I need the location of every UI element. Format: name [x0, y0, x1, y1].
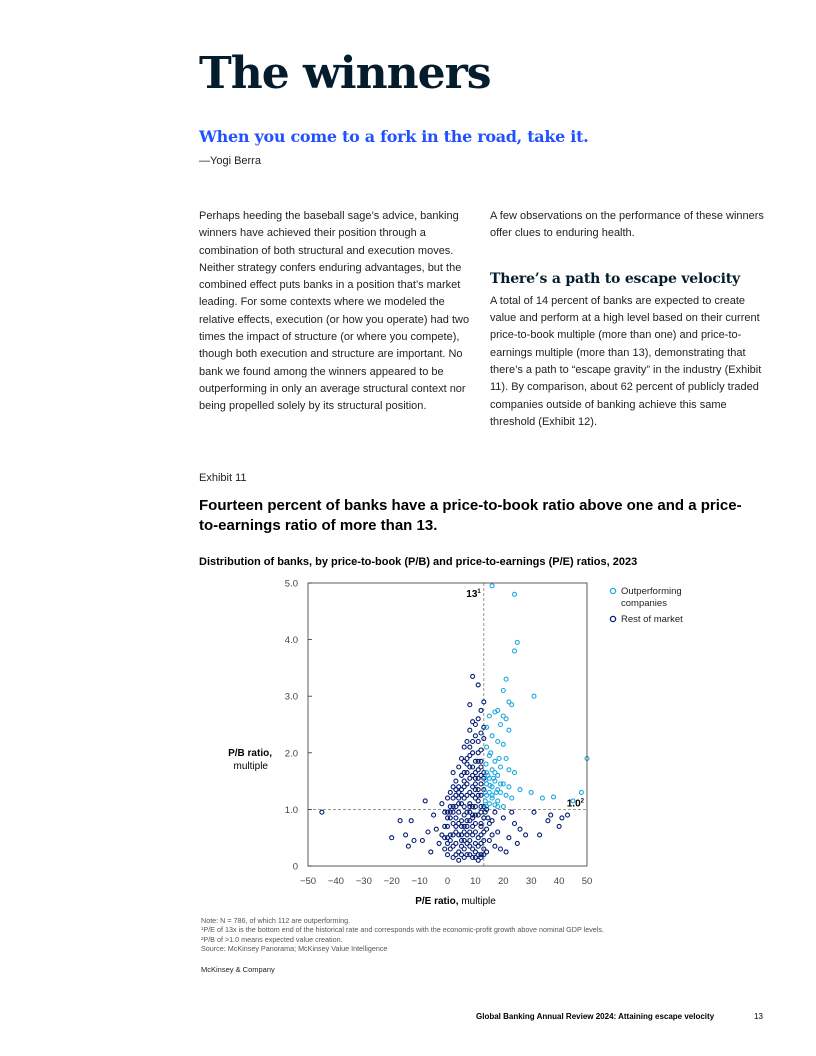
point-rest	[457, 802, 461, 806]
source-line: Source: McKinsey Panorama; McKinsey Value Intelligence	[201, 943, 388, 953]
x-axis-label-bold: P/E ratio,	[415, 896, 459, 907]
point-rest	[479, 765, 483, 769]
point-rest	[549, 813, 553, 817]
x-tick-label: 30	[525, 876, 537, 887]
point-outperforming	[504, 793, 508, 797]
point-rest	[476, 793, 480, 797]
point-outperforming	[484, 762, 488, 766]
page-title: The winners	[199, 48, 491, 99]
point-outperforming	[485, 725, 489, 729]
point-outperforming	[515, 640, 519, 644]
point-outperforming	[499, 765, 503, 769]
point-rest	[507, 836, 511, 840]
point-outperforming	[487, 714, 491, 718]
legend-marker-rest	[610, 616, 615, 621]
point-rest	[460, 757, 464, 761]
page-number: 13	[754, 1012, 763, 1021]
point-rest	[460, 773, 464, 777]
point-rest	[451, 856, 455, 860]
point-outperforming	[518, 788, 522, 792]
x-tick-label: 10	[470, 876, 481, 887]
point-outperforming	[493, 759, 497, 763]
point-rest	[473, 759, 477, 763]
point-rest	[440, 802, 444, 806]
point-rest	[471, 847, 475, 851]
reference-y-label: $1.0^2$	[566, 798, 584, 810]
point-outperforming	[490, 734, 494, 738]
point-outperforming	[532, 694, 536, 698]
body-paragraph: A few observations on the performance of these winners offer clues to enduring health.	[490, 210, 764, 240]
plot-frame	[308, 583, 587, 866]
point-rest	[454, 816, 458, 820]
point-rest	[446, 841, 450, 845]
point-outperforming	[501, 742, 505, 746]
point-rest	[485, 827, 489, 831]
point-rest	[468, 776, 472, 780]
point-rest	[486, 816, 490, 820]
point-rest	[409, 819, 413, 823]
point-rest	[476, 740, 480, 744]
point-outperforming	[499, 782, 503, 786]
point-rest	[518, 827, 522, 831]
y-tick-label: 2.0	[284, 748, 298, 760]
point-rest	[493, 810, 497, 814]
point-rest	[479, 833, 483, 837]
point-rest	[493, 844, 497, 848]
exhibit-label: Exhibit 11	[199, 472, 247, 484]
point-rest	[471, 674, 475, 678]
point-rest	[473, 734, 477, 738]
point-rest	[524, 833, 528, 837]
point-rest	[462, 745, 466, 749]
point-rest	[460, 824, 464, 828]
point-rest	[404, 833, 408, 837]
point-rest	[501, 816, 505, 820]
point-rest	[476, 844, 480, 848]
point-rest	[443, 847, 447, 851]
x-tick-label: −20	[383, 876, 400, 887]
x-axis-label	[415, 896, 496, 907]
point-rest	[504, 850, 508, 854]
point-outperforming	[497, 757, 501, 761]
point-rest	[446, 796, 450, 800]
x-tick-label: −30	[355, 876, 372, 887]
point-outperforming	[499, 790, 503, 794]
point-rest	[476, 717, 480, 721]
point-rest	[446, 816, 450, 820]
note-line: Note: N = 786, of which 112 are outperforming.	[201, 916, 351, 925]
point-rest	[473, 723, 477, 727]
point-outperforming	[507, 785, 511, 789]
data-points	[320, 584, 589, 863]
chart-subtitle: Distribution of banks, by price-to-book (P/B) and price-to-earnings (P/E) ratios, 2023	[199, 556, 638, 568]
point-rest	[443, 836, 447, 840]
point-rest	[320, 810, 324, 814]
exhibit-title: Fourteen percent of banks have a price-to-book ratio above one and a price-to-earnings ratio of more than 13.	[199, 497, 742, 534]
footnote-2: ²P/B of >1.0 means expected value creation.	[201, 934, 343, 944]
point-rest	[448, 810, 452, 814]
point-outperforming	[504, 677, 508, 681]
y-tick-label: 5.0	[284, 578, 298, 590]
y-tick-label: 3.0	[284, 691, 298, 703]
point-rest	[499, 847, 503, 851]
point-rest	[420, 839, 424, 843]
point-rest	[443, 810, 447, 814]
point-outperforming	[513, 649, 517, 653]
point-rest	[471, 785, 475, 789]
point-rest	[473, 776, 477, 780]
point-rest	[465, 771, 469, 775]
point-rest	[473, 856, 477, 860]
chart-notes	[201, 916, 604, 953]
point-rest	[454, 824, 458, 828]
point-outperforming	[552, 795, 556, 799]
x-tick-label: 0	[444, 876, 451, 887]
point-rest	[468, 728, 472, 732]
point-rest	[457, 858, 461, 862]
point-rest	[457, 833, 461, 837]
point-rest	[446, 853, 450, 857]
point-rest	[454, 788, 458, 792]
section-subhead: There’s a path to escape velocity	[490, 270, 740, 287]
point-rest	[510, 810, 514, 814]
x-tick-label: −10	[411, 876, 428, 887]
body-paragraph: Perhaps heeding the baseball sage’s advice, banking winners have achieved their position through a combination of both structural and execution moves. Neither strategy confers enduring advantages, but the combined effect puts banks in a position that’s market leading. For some contexts where we modeled the relative effects, execution (or how you operate) had two times the impact of structure (or where you compete), though both execution and structure are important. No bank we found among the winners appeared to be outperforming in only an average structural context nor being propelled solely by its structural position.	[199, 210, 470, 413]
point-outperforming	[510, 703, 514, 707]
y-axis-label-unit: multiple	[233, 761, 268, 772]
x-tick-label: −40	[327, 876, 344, 887]
point-outperforming	[496, 740, 500, 744]
point-rest	[448, 790, 452, 794]
point-rest	[390, 836, 394, 840]
point-rest	[432, 813, 436, 817]
point-rest	[487, 822, 491, 826]
point-rest	[546, 819, 550, 823]
footer-title: Global Banking Annual Review 2024: Attaining escape velocity	[476, 1012, 715, 1021]
point-rest	[465, 819, 469, 823]
point-rest	[457, 810, 461, 814]
reference-y-footnote: 2	[580, 798, 584, 805]
point-rest	[429, 850, 433, 854]
point-rest	[468, 810, 472, 814]
point-rest	[465, 833, 469, 837]
body-paragraph: A total of 14 percent of banks are expected to create value and perform at a high level based on their current price-to-book multiple (more than one) and price-to-earnings multiple (more than 13), demonstrating that there’s a path to “escape gravity” in the industry (Exhibit 11). By comparison, about 62 percent of publicly traded companies outside of banking achieve this same threshold (Exhibit 12).	[490, 294, 762, 428]
point-rest	[532, 810, 536, 814]
point-rest	[473, 830, 477, 834]
point-rest	[462, 856, 466, 860]
point-rest	[434, 827, 438, 831]
point-rest	[451, 771, 455, 775]
y-tick-label: 4.0	[284, 635, 298, 647]
point-rest	[473, 771, 477, 775]
point-rest	[460, 844, 464, 848]
point-rest	[476, 813, 480, 817]
x-axis-label-rest: multiple	[458, 896, 496, 907]
point-rest	[557, 824, 561, 828]
x-tick-label: −50	[299, 876, 317, 887]
point-rest	[468, 745, 472, 749]
point-rest	[423, 799, 427, 803]
reference-lines	[308, 583, 587, 866]
legend-label-outperforming-line2: companies	[621, 598, 667, 609]
point-rest	[426, 830, 430, 834]
point-rest	[460, 839, 464, 843]
point-outperforming	[540, 796, 544, 800]
reference-x-label: $13^1$	[466, 589, 481, 600]
point-rest	[496, 830, 500, 834]
point-outperforming	[499, 723, 503, 727]
point-outperforming	[485, 745, 489, 749]
point-outperforming	[529, 790, 533, 794]
point-rest	[451, 833, 455, 837]
point-rest	[479, 731, 483, 735]
point-outperforming	[513, 771, 517, 775]
point-outperforming	[504, 757, 508, 761]
point-rest	[465, 740, 469, 744]
point-outperforming	[507, 768, 511, 772]
y-tick-label: 0	[292, 861, 298, 873]
x-axis-ticks	[300, 876, 592, 887]
point-rest	[566, 813, 570, 817]
legend-marker-outperforming	[610, 588, 615, 593]
pull-quote: When you come to a fork in the road, take it.	[199, 127, 589, 146]
legend-label-rest: Rest of market	[621, 614, 683, 625]
point-rest	[471, 824, 475, 828]
reference-x-footnote: 1	[477, 589, 481, 595]
footnote-1: ¹P/E of 13x is the bottom end of the historical rate and corresponds with the economic-profit growth above nominal GDP levels.	[201, 925, 604, 935]
point-rest	[462, 785, 466, 789]
y-tick-label: 1.0	[284, 804, 298, 816]
point-rest	[479, 805, 483, 809]
point-rest	[451, 805, 455, 809]
point-rest	[479, 748, 483, 752]
point-rest	[446, 824, 450, 828]
point-rest	[476, 683, 480, 687]
point-outperforming	[496, 799, 500, 803]
point-outperforming	[490, 584, 494, 588]
publisher-name: McKinsey & Company	[201, 965, 275, 974]
point-rest	[490, 833, 494, 837]
point-rest	[487, 839, 491, 843]
point-rest	[468, 703, 472, 707]
point-rest	[457, 765, 461, 769]
point-rest	[412, 839, 416, 843]
point-outperforming	[501, 689, 505, 693]
point-rest	[560, 816, 564, 820]
x-tick-label: 50	[581, 876, 593, 887]
point-rest	[437, 841, 441, 845]
point-outperforming	[513, 592, 517, 596]
point-outperforming	[507, 728, 511, 732]
point-rest	[468, 839, 472, 843]
point-rest	[471, 740, 475, 744]
point-rest	[515, 841, 519, 845]
x-tick-label: 40	[553, 876, 565, 887]
point-rest	[538, 833, 542, 837]
point-rest	[479, 708, 483, 712]
chart-legend	[610, 586, 683, 625]
point-rest	[471, 816, 475, 820]
point-rest	[406, 844, 410, 848]
point-rest	[454, 779, 458, 783]
point-outperforming	[504, 717, 508, 721]
legend-label-outperforming: Outperforming	[621, 586, 682, 597]
point-outperforming	[485, 805, 489, 809]
point-rest	[479, 782, 483, 786]
point-outperforming	[501, 805, 505, 809]
y-axis-label: P/B ratio,	[228, 748, 272, 759]
point-outperforming	[493, 771, 497, 775]
point-rest	[471, 751, 475, 755]
point-rest	[398, 819, 402, 823]
point-rest	[454, 841, 458, 845]
point-outperforming	[579, 790, 583, 794]
point-outperforming	[490, 793, 494, 797]
point-rest	[451, 796, 455, 800]
point-outperforming	[510, 796, 514, 800]
quote-author: —Yogi Berra	[199, 155, 261, 167]
point-rest	[513, 822, 517, 826]
x-tick-label: 20	[498, 876, 509, 887]
